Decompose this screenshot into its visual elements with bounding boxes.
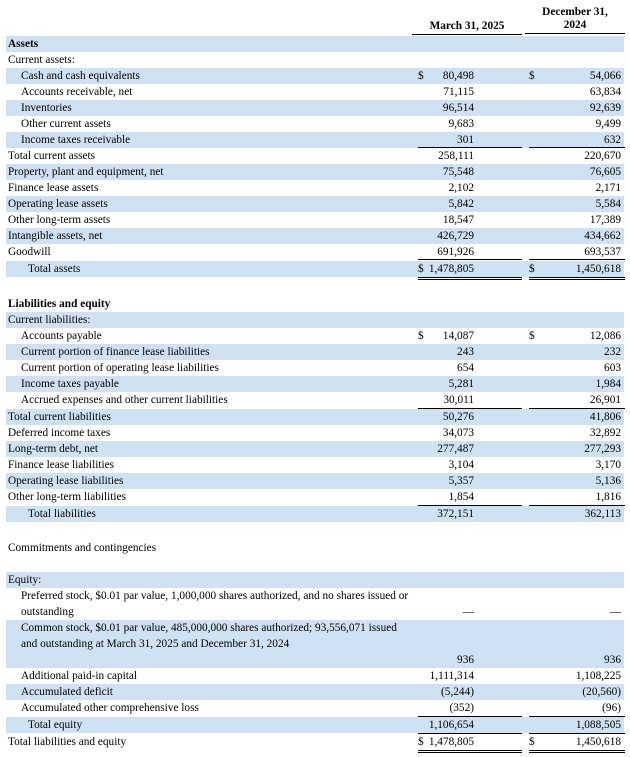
value-dec-2024: 632 [604,134,621,146]
value-march-2025: 1,478,805 [428,263,474,275]
row-label: Operating lease liabilities [8,475,124,487]
row-label: Accrued expenses and other current liabilities [21,394,228,406]
value-march-2025: 2,102 [448,182,474,194]
currency-symbol: $ [529,70,535,82]
table-row [6,392,624,408]
row-label: Additional paid-in capital [21,670,138,682]
total-double-rule [418,277,522,278]
value-dec-2024: 2,171 [595,182,621,194]
table-row [6,244,624,260]
current-liabilities-heading-row [6,312,624,328]
row-label: Other current assets [21,118,111,130]
value-dec-2024: 32,892 [589,427,621,439]
value-march-2025: 18,547 [442,214,474,226]
row-label: Current portion of operating lease liabilities [21,362,219,374]
value-march-2025: 5,842 [448,198,474,210]
value-march-2025: 301 [457,134,474,146]
row-label: Accounts payable [21,330,102,342]
equity-label: Equity: [8,574,42,586]
row-label: Other long-term liabilities [8,491,126,503]
row-label: Accumulated deficit [21,686,113,698]
value-march-2025: 691,926 [437,246,474,258]
table-row [6,473,624,489]
row-label: Income taxes receivable [21,134,131,146]
value-march-2025: 50,276 [442,411,474,423]
value-dec-2024: 17,389 [589,214,621,226]
value-march-2025: 936 [457,654,474,666]
row-label: Accumulated other comprehensive loss [21,702,199,714]
value-dec-2024: 26,901 [589,394,621,406]
equity-heading-row [6,572,624,588]
value-march-2025: (5,244) [441,686,474,698]
table-row [6,441,624,457]
currency-symbol: $ [529,736,535,748]
table-row [6,684,624,700]
value-dec-2024: 362,113 [584,508,621,520]
currency-symbol: $ [418,263,424,275]
row-label: Intangible assets, net [8,230,103,242]
row-label: Inventories [21,102,72,114]
value-march-2025: 1,106,654 [428,719,474,731]
table-row [6,360,624,376]
table-row [6,425,624,441]
table-row [6,457,624,473]
current-liabilities-label: Current liabilities: [8,314,91,326]
value-dec-2024: 5,136 [595,475,621,487]
value-dec-2024: (96) [602,702,621,714]
commitments-row [6,540,624,556]
value-march-2025: 75,548 [442,166,474,178]
table-row [6,717,624,733]
currency-symbol: $ [529,330,535,342]
value-dec-2024: (20,560) [582,686,621,698]
currency-symbol: $ [529,263,535,275]
total-double-rule [418,750,522,751]
total-double-rule [418,279,522,280]
table-row [6,196,624,212]
total-double-rule [529,277,625,278]
total-double-rule [529,279,625,280]
value-dec-2024: 220,670 [584,150,621,162]
value-dec-2024: 9,499 [595,118,621,130]
value-dec-2024: 1,450,618 [575,263,621,275]
value-march-2025: 5,281 [448,378,474,390]
value-dec-2024: 693,537 [584,246,621,258]
table-row [6,212,624,228]
liabilities-title: Liabilities and equity [8,298,111,310]
value-dec-2024: 936 [604,654,621,666]
row-label: Property, plant and equipment, net [8,166,164,178]
table-row [6,148,624,164]
row-label: Cash and cash equivalents [21,70,140,82]
subtotal-rule [418,259,522,260]
row-label: Finance lease liabilities [8,459,115,471]
value-march-2025: (352) [449,702,474,714]
table-row [6,100,624,116]
value-dec-2024: 434,662 [584,230,621,242]
value-dec-2024: 54,066 [589,70,621,82]
assets-title: Assets [8,38,39,50]
total-double-rule [529,752,625,753]
value-march-2025: 654 [457,362,474,374]
table-row [6,668,624,684]
value-dec-2024: 92,639 [589,102,621,114]
value-march-2025: 34,073 [442,427,474,439]
value-march-2025: 277,487 [437,443,474,455]
currency-symbol: $ [418,736,424,748]
table-row [6,180,624,196]
value-march-2025: 372,151 [437,508,474,520]
table-row [6,506,624,522]
row-label: Current portion of finance lease liabilities [21,346,210,358]
table-row [6,132,624,148]
table-row [6,344,624,360]
column-header-line1: December 31, [542,6,608,18]
value-march-2025: 80,498 [442,70,474,82]
value-dec-2024: 232 [604,346,621,358]
current-assets-label: Current assets: [8,54,75,66]
row-label: Total current liabilities [8,411,111,423]
table-row [6,588,624,620]
value-dec-2024: 603 [604,362,621,374]
row-label: Total assets [28,263,81,275]
value-march-2025: 1,478,805 [428,736,474,748]
liabilities-heading-row [6,296,624,312]
value-march-2025: 5,357 [448,475,474,487]
row-label: Goodwill [8,246,51,258]
row-label: Long-term debt, net [8,443,99,455]
row-label: Total liabilities and equity [8,736,127,748]
table-row [6,489,624,505]
value-dec-2024: 1,984 [595,378,621,390]
row-label: Income taxes payable [21,378,119,390]
value-dec-2024: 1,816 [595,491,621,503]
value-march-2025: 258,111 [438,150,474,162]
assets-heading-row [6,36,624,52]
value-dec-2024: 1,088,505 [575,719,621,731]
table-row [6,84,624,100]
row-label: Accounts receivable, net [21,86,133,98]
total-double-rule [418,752,522,753]
row-label: Common stock, $0.01 par value, 485,000,000 shares authorized; 93,556,071 issued and outstanding at March 31, 2025 and December 31, 2024 [21,622,397,650]
subtotal-rule [529,259,625,260]
value-dec-2024: 277,293 [584,443,621,455]
value-march-2025: 30,011 [443,394,474,406]
table-row [6,228,624,244]
table-row [6,620,624,668]
row-label: Total current assets [8,150,96,162]
value-march-2025: — [462,606,474,618]
table-row [6,409,624,425]
current-assets-heading-row [6,52,624,68]
commitments-label: Commitments and contingencies [8,542,157,554]
currency-symbol: $ [418,330,424,342]
value-march-2025: 3,104 [448,459,474,471]
value-march-2025: 426,729 [437,230,474,242]
currency-symbol: $ [418,70,424,82]
table-row [6,164,624,180]
row-label: Deferred income taxes [8,427,111,439]
row-label: Operating lease assets [8,198,108,210]
table-row [6,700,624,716]
table-row [6,734,624,750]
table-row [6,261,624,277]
column-header-line2: 2024 [563,19,587,31]
row-label: Total liabilities [28,508,96,520]
value-march-2025: 9,683 [448,118,474,130]
value-march-2025: 243 [457,346,474,358]
value-dec-2024: 76,605 [589,166,621,178]
value-march-2025: 1,854 [448,491,474,503]
value-dec-2024: 1,108,225 [575,670,621,682]
value-dec-2024: 41,806 [589,411,621,423]
value-march-2025: 14,087 [442,330,474,342]
value-dec-2024: 3,170 [595,459,621,471]
row-label: Total equity [28,719,83,731]
value-dec-2024: 63,834 [589,86,621,98]
value-march-2025: 96,514 [442,102,474,114]
table-row [6,116,624,132]
column-header-march-2025: March 31, 2025 [412,20,522,35]
value-dec-2024: 5,584 [595,198,621,210]
value-dec-2024: — [609,606,621,618]
column-header-december-2024 [525,6,625,34]
value-dec-2024: 12,086 [589,330,621,342]
row-label: Finance lease assets [8,182,99,194]
table-row [6,68,624,84]
row-label: Preferred stock, $0.01 par value, 1,000,000 shares authorized, and no shares issued or outstanding [21,590,409,618]
value-dec-2024: 1,450,618 [575,736,621,748]
row-label: Other long-term assets [8,214,111,226]
table-row [6,328,624,344]
value-march-2025: 71,115 [443,86,474,98]
total-double-rule [529,750,625,751]
table-row [6,376,624,392]
value-march-2025: 1,111,314 [429,670,474,682]
